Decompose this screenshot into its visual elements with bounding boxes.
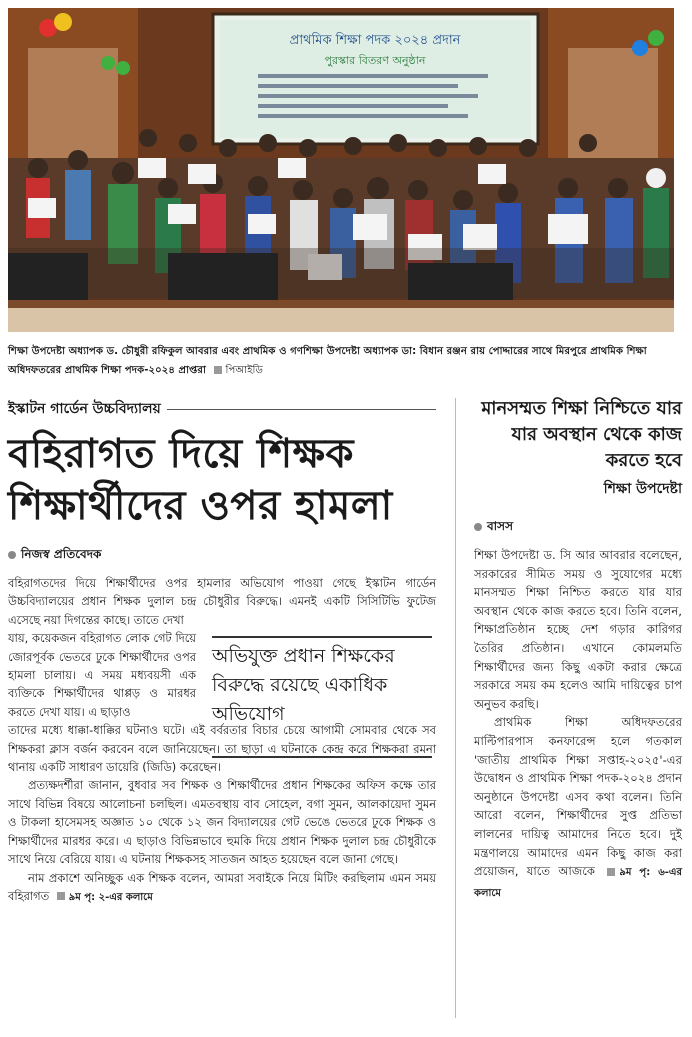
byline-text: বাসস xyxy=(487,519,514,533)
paragraph-1-narrow: যায়, কয়েকজন বহিরাগত লোক গেট দিয়ে জোরপূর্বক ভেতরে ঢুকে শিক্ষার্থীদের ওপর হামলা চালায়। এ সময় মধ্যবয়সী এক ব্যক্তিকে শিক্ষার্থীদের থাপ্পড় ও মারধর করতে দেখা যায়। এ ছাড়াও xyxy=(8,631,196,719)
paragraph-1-full: বহিরাগতদের দিয়ে শিক্ষার্থীদের ওপর হামলার অভিযোগ পাওয়া গেছে ইস্কাটন গার্ডেন উচ্চবিদ্যালয়ের প্রধান শিক্ষক দুলাল চন্দ্র চৌধুরীর বিরুদ্ধে। এমনই একটি সিসিটিভি ফুটেজ এসেছে নয়া দিগন্তের কাছে। তাতে দেখা xyxy=(8,576,436,627)
paragraph-3 xyxy=(8,869,436,908)
event-photo xyxy=(8,8,674,332)
photo-source: পিআইডি xyxy=(225,365,263,376)
photo-caption xyxy=(8,342,676,380)
left-article xyxy=(8,396,436,907)
right-paragraph-1: শিক্ষা উপদেষ্টা ড. সি আর আবরার বলেছেন, সরকারের সীমিত সময় ও সুযোগের মধ্যে মানসম্মত শিক্ষা নিশ্চিত করতে যার যার অবস্থান থেকে কাজ করতে হবে। তিনি বলেন, শিক্ষাপ্রতিষ্ঠান হচ্ছে দেশ গড়ার কারিগর তৈরির প্রতিষ্ঠান। এখানে কোমলমতি শিক্ষার্থীদের জন্য কিছু একটা করার ক্ষেত্রে সরকারে সময় কম হলেও আমি দায়িত্বের চাপ অনুভব করছি। xyxy=(474,548,682,711)
article-headline xyxy=(8,428,436,532)
right-byline xyxy=(474,518,682,538)
kicker-rule xyxy=(167,409,436,410)
square-icon xyxy=(607,868,615,876)
square-icon xyxy=(57,892,65,900)
byline-text: নিজস্ব প্রতিবেদক xyxy=(21,547,102,561)
caption-text: শিক্ষা উপদেষ্টা অধ্যাপক ড. চৌধুরী রফিকুল আবরার এবং প্রাথমিক ও গণশিক্ষা উপদেষ্টা অধ্যাপক ডা: বিধান রঞ্জন রায় পোদ্দারের সাথে মিরপুরে প্রাথমিক শিক্ষা অধিদফতরের প্রাথমিক শিক্ষা পদক-২০২৪ প্রাপ্তরা xyxy=(8,346,647,376)
banner-subtitle: পুরস্কার বিতরণ অনুষ্ঠান xyxy=(324,54,426,67)
pull-quote-rule xyxy=(212,756,432,758)
right-headline: মানসম্মত শিক্ষা নিশ্চিতে যার যার অবস্থান থেকে কাজ করতে হবে xyxy=(481,398,682,471)
article-byline xyxy=(8,544,436,564)
article-kicker xyxy=(8,396,436,422)
right-paragraph-2 xyxy=(474,713,682,903)
continuation-note: ৯ম পৃ: ২-এর কলামে xyxy=(68,891,153,903)
paragraph-1-rest: তাদের মধ্যে ধাক্কা-ধাক্কির ঘটনাও ঘটে। এই বর্বরতার বিচার চেয়ে আগামী সোমবার থেকে সব শিক্ষকরা ক্লাস বর্জন করবেন বলে জানিয়েছেন। তা ছাড়া এ ঘটনাকে কেন্দ্র করে শিক্ষকরা রমনা থানায় একটি সাধারণ ডায়েরি (জিডি) করেছেন। xyxy=(8,723,436,775)
kicker-text: ইস্কাটন গার্ডেন উচ্চবিদ্যালয় xyxy=(8,401,161,417)
award-ceremony-photo xyxy=(8,8,674,332)
paragraph-3-text: নাম প্রকাশে অনিচ্ছুক এক শিক্ষক বলেন, আমরা সবাইকে নিয়ে মিটিং করছিলাম এমন সময় বহিরাগত xyxy=(8,870,436,903)
right-article xyxy=(474,396,682,903)
right-paragraph-2-text: প্রাথমিক শিক্ষা অধিদফতরের মাল্টিপারপাস কনফারেন্স হলে গতকাল 'জাতীয় প্রাথমিক শিক্ষা সপ্তাহ-২০২৫'-এর উদ্বোধন ও প্রাথমিক শিক্ষা পদক-২০২৪ প্রদান অনুষ্ঠানে উপদেষ্টা এসব কথা বলেন। তিনি আরো বলেন, শিক্ষার্থীদের সুপ্ত প্রতিভা লালনের দায়িত্ব আমাদের নিতে হবে। দুই মন্ত্রণালয়ে আমাদের এমন কিছু কাজ করা প্রয়োজন, যাতে আজকে xyxy=(474,715,682,879)
bullet-icon xyxy=(474,523,482,531)
column-divider xyxy=(455,398,456,1018)
square-icon xyxy=(214,366,222,374)
paragraph-2: প্রত্যক্ষদর্শীরা জানান, বুধবার সব শিক্ষক ও শিক্ষার্থীদের প্রধান শিক্ষকের অফিস কক্ষে তার সাথে বিভিন্ন বিষয়ে আলোচনা চলছিল। এমতবস্থায় বাব সোহেল, বগা সুমন, আলকায়েদা সুমন ও টাকলা হাসেমসহ অজ্ঞাত ১০ থেকে ১২ জন বিদ্যালয়ের গেট ভেঙে ভেতরে ঢুকে শিক্ষক ও শিক্ষার্থীদের মারধর করে। এ ছাড়াও বিভিন্নভাবে হুমকি দিয়ে প্রধান শিক্ষক দুলাল চন্দ্র চৌধুরীকে সাথে নিয়ে বেরিয়ে যায়। এ ঘটনায় শিক্ষকসহ সাতজন আহত হয়েছেন বলে জানা গেছে। xyxy=(8,778,436,867)
right-continuation-note: ৯ম পৃ: ৬-এর কলামে xyxy=(474,867,683,899)
headline-line-2: শিক্ষার্থীদের ওপর হামলা xyxy=(8,483,393,529)
bullet-icon xyxy=(8,551,16,559)
headline-line-1: বহিরাগত দিয়ে শিক্ষক xyxy=(8,431,354,477)
banner-title: প্রাথমিক শিক্ষা পদক ২০২৪ প্রদান xyxy=(289,33,461,48)
pull-quote: অভিযুক্ত প্রধান শিক্ষকের বিরুদ্ধে রয়েছে একাধিক অভিযোগ xyxy=(212,636,432,729)
right-subhead: শিক্ষা উপদেষ্টা xyxy=(603,481,682,497)
